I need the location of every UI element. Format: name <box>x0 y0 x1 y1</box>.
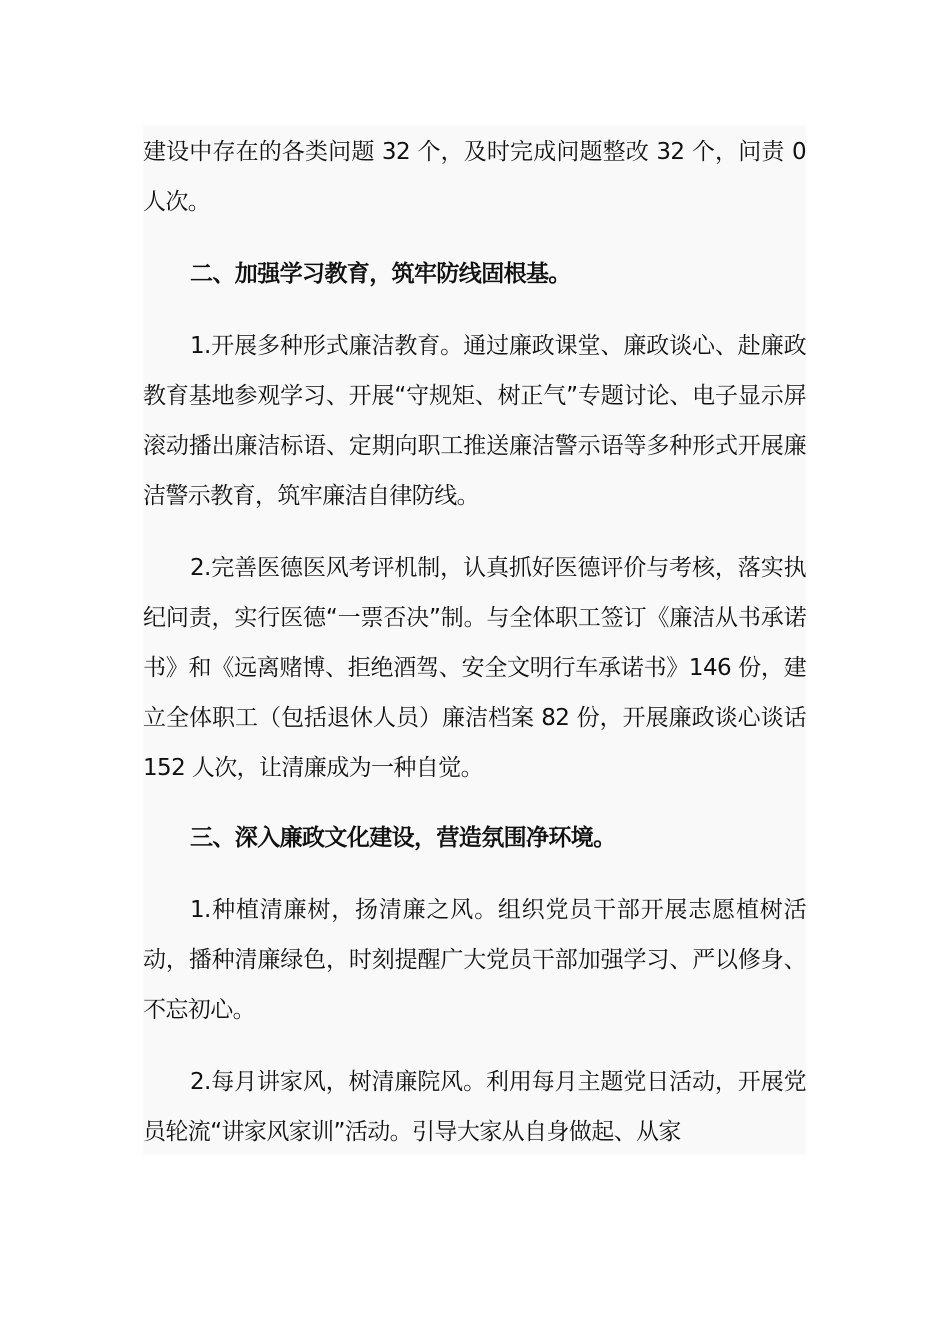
paragraph-2-2: 2.完善医德医风考评机制，认真抓好医德评价与考核，落实执纪问责，实行医德“一票否决”制。与全体职工签订《廉洁从书承诺书》和《远离赌博、拒绝酒驾、安全文明行车承诺书》146 份，建立全体职工（包括退休人员）廉洁档案 82 份，开展廉政谈心谈话 152 人次，让清廉成为一种自觉。 <box>143 555 806 781</box>
paragraph-2-1: 1.开展多种形式廉洁教育。通过廉政课堂、廉政谈心、赴廉政教育基地参观学习、开展“守规矩、树正气”专题讨论、电子显示屏滚动播出廉洁标语、定期向职工推送廉洁警示语等多种形式开展廉洁警示教育，筑牢廉洁自律防线。 <box>143 333 806 509</box>
section-heading-2: 二、加强学习教育，筑牢防线固根基。 <box>190 261 571 287</box>
document-page <box>143 125 806 1155</box>
section-heading-3: 三、深入廉政文化建设，营造氛围净环境。 <box>190 825 616 851</box>
paragraph-intro: 建设中存在的各类问题 32 个，及时完成问题整改 32 个，问责 0 人次。 <box>143 139 806 215</box>
paragraph-3-2: 2.每月讲家风，树清廉院风。利用每月主题党日活动，开展党员轮流“讲家风家训”活动。引导大家从自身做起、从家 <box>143 1069 806 1145</box>
paragraph-3-1: 1.种植清廉树，扬清廉之风。组织党员干部开展志愿植树活动，播种清廉绿色，时刻提醒广大党员干部加强学习、严以修身、不忘初心。 <box>143 897 806 1023</box>
